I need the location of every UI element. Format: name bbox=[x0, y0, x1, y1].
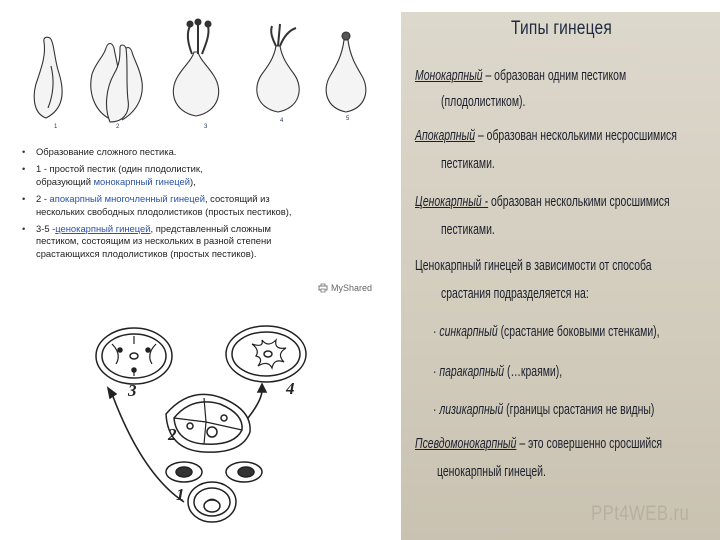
pseudo-cont: ценокарпный гинецей. bbox=[437, 464, 546, 480]
ceno-def: образован несколькими сросшимися bbox=[488, 194, 670, 210]
pistil-num-4: 4 bbox=[280, 118, 284, 124]
pistil-num-5: 5 bbox=[346, 116, 350, 122]
mono-term: Монокарпный bbox=[415, 68, 483, 84]
syn-def: (срастание боковыми стенками), bbox=[497, 324, 660, 340]
cross-num-3: 3 bbox=[128, 381, 137, 400]
apo-def: – образован несколькими несросшимися bbox=[475, 128, 677, 144]
mono-line bbox=[415, 68, 626, 85]
pseudo-def: – это совершенно сросшийся bbox=[516, 436, 663, 452]
monocarp-link[interactable]: монокарпный гинецей bbox=[93, 175, 190, 187]
lyz-line: · лизикарпный (границы срастания не видны) bbox=[433, 402, 655, 418]
pseudo-term: Псевдомонокарпный bbox=[415, 436, 517, 452]
bullet-2-line1: 1 - простой пестик (один плодолистик, bbox=[36, 163, 203, 175]
apo-cont: пестиками. bbox=[441, 156, 495, 172]
bullet-2 bbox=[20, 163, 370, 188]
myshared-text: MyShared bbox=[331, 283, 373, 293]
pistil-3 bbox=[173, 52, 218, 116]
pistil-5 bbox=[326, 40, 366, 112]
cross-section-diagram bbox=[72, 314, 312, 536]
para-def: (…краями), bbox=[504, 364, 563, 380]
lyz-term: лизикарпный bbox=[439, 402, 504, 418]
bullet-4-line1a: 3-5 - bbox=[36, 223, 56, 235]
watermark: PPt4WEB.ru bbox=[591, 502, 690, 525]
apo-line bbox=[415, 128, 677, 145]
bullet-3-line1a: 2 - bbox=[36, 193, 50, 205]
ceno-dep-line1: Ценокарпный гинецей в зависимости от способа bbox=[415, 258, 652, 274]
cross-num-2: 2 bbox=[168, 425, 177, 444]
bullet-2-line2a: образующий bbox=[36, 175, 94, 187]
panel-title: Типы гинецея bbox=[511, 18, 612, 39]
bullet-3-line1b: , состоящий из bbox=[204, 193, 270, 205]
ceno-dep-line2: срастания подразделяется на: bbox=[441, 286, 589, 302]
pistil-num-3: 3 bbox=[204, 124, 208, 130]
pseudo-line bbox=[415, 436, 662, 453]
apocarp-link[interactable]: апокарпный многочленный гинецей bbox=[49, 193, 205, 205]
syn-term: синкарпный bbox=[439, 324, 498, 340]
bullet-2-line2c: ), bbox=[190, 175, 196, 187]
pistil-num-2: 2 bbox=[116, 124, 120, 130]
bullet-4-line1b: , представленный сложным bbox=[150, 223, 271, 235]
bullet-3-line2: нескольких свободных плодолистиков (простых пестиков), bbox=[36, 205, 292, 217]
pistil-drawings bbox=[24, 8, 384, 136]
pistil-num-1: 1 bbox=[54, 124, 58, 130]
bullet-4 bbox=[20, 223, 370, 260]
lyz-def: (границы срастания не видны) bbox=[503, 402, 655, 418]
myshared-logo bbox=[318, 283, 372, 293]
ceno-term: Ценокарпный - bbox=[415, 194, 489, 210]
bullet-4-line3: сраcтающихся плодолистиков (простых пестиков). bbox=[36, 247, 257, 259]
bullet-1 bbox=[20, 146, 370, 158]
pistil-1 bbox=[34, 37, 62, 118]
ceno-line bbox=[415, 194, 670, 211]
cross-num-4: 4 bbox=[286, 379, 295, 398]
cenocarp-link[interactable]: ценокарпный гинецей bbox=[55, 223, 151, 235]
cross-num-1: 1 bbox=[176, 485, 185, 504]
syn-line: · синкарпный (срастание боковыми стенками), bbox=[433, 324, 660, 340]
bullet-list bbox=[20, 146, 370, 265]
bullet-4-line2: пестиком, состоящим из нескольких в разной степени bbox=[36, 235, 272, 247]
gynoecium-types-panel bbox=[401, 12, 720, 540]
apo-term: Апокарпный bbox=[415, 128, 476, 144]
bullet-3 bbox=[20, 193, 370, 218]
mono-def: – образован одним пестиком bbox=[482, 68, 627, 84]
mono-cont: (плодолистиком). bbox=[441, 94, 526, 110]
ceno-cont: пестиками. bbox=[441, 222, 495, 238]
bullet-1-text: Образование сложного пестика. bbox=[36, 146, 177, 157]
pistil-4 bbox=[257, 46, 299, 112]
para-term: паракарпный bbox=[439, 364, 505, 380]
printer-icon bbox=[318, 283, 328, 293]
para-line: · паракарпный (…краями), bbox=[433, 364, 563, 380]
